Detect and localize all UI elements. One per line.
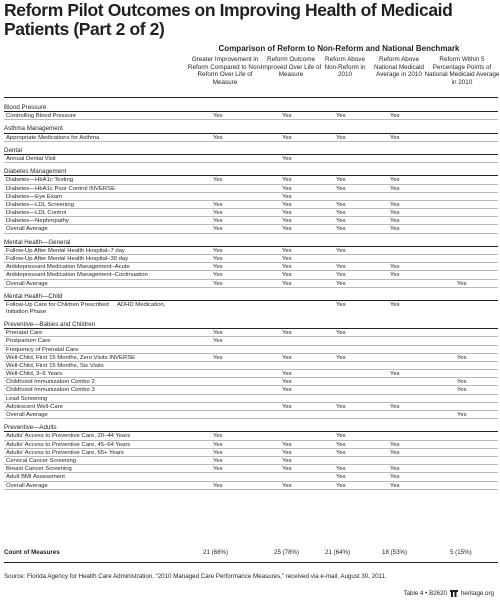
category-label: Mental Health—Child <box>4 292 63 300</box>
result-cell: Yes <box>336 272 346 279</box>
measure-label: Frequency of Prenatal Care <box>6 346 79 353</box>
result-cell: Yes <box>213 433 223 440</box>
result-cell: Yes <box>390 201 400 208</box>
result-cell: Yes <box>282 210 292 217</box>
measure-label: Prenatal Care <box>6 330 43 337</box>
result-cell: Yes <box>390 371 400 378</box>
result-cell: Yes <box>457 354 467 361</box>
result-cell: Yes <box>336 441 346 448</box>
category-label: Asthma Management <box>4 125 63 133</box>
measure-label: Breast Cancer Screening <box>6 466 72 473</box>
result-cell: Yes <box>390 482 400 489</box>
result-cell: Yes <box>457 387 467 394</box>
result-cell: Yes <box>213 226 223 233</box>
result-cell: Yes <box>336 210 346 217</box>
result-cell: Yes <box>336 466 346 473</box>
measure-label: Overall Average <box>6 412 48 418</box>
result-cell: Yes <box>336 433 346 440</box>
measure-label: Follow-Up Care for Children Prescribed ADHD Medication, Initiation Phase <box>6 301 166 315</box>
result-cell: Yes <box>282 354 292 361</box>
result-cell: Yes <box>213 201 223 208</box>
result-cell: Yes <box>336 482 346 489</box>
result-cell: Yes <box>213 247 223 254</box>
result-cell: Yes <box>390 210 400 217</box>
result-cell: Yes <box>390 218 400 225</box>
result-cell: Yes <box>336 280 346 287</box>
measure-label: Childhood Immunization Combo 2 <box>6 379 95 386</box>
count-cell: 18 (53%) <box>382 549 408 556</box>
count-cell: 21 (68%) <box>203 549 229 556</box>
table-row <box>0 362 500 370</box>
category-label: Blood Pressure <box>4 104 47 111</box>
result-cell: Yes <box>390 466 400 473</box>
result-cell: Yes <box>213 256 223 262</box>
measure-label: Adolescent Well-Care <box>6 403 63 410</box>
result-cell: Yes <box>282 330 292 337</box>
table-row <box>0 411 500 419</box>
column-header-outcome-improved: Reform Outcome Improved Over Life of Measure <box>260 56 322 79</box>
result-cell: Yes <box>282 371 292 378</box>
outcomes-table-body <box>0 104 500 490</box>
result-cell: Yes <box>336 330 346 337</box>
result-cell: Yes <box>390 226 400 233</box>
column-header-above-non-reform: Reform Above Non-Reform in 2010 <box>324 56 366 79</box>
table-row <box>0 301 500 316</box>
table-row <box>0 271 500 279</box>
result-cell: Yes <box>336 264 346 271</box>
table-row <box>0 209 500 217</box>
result-cell: Yes <box>336 354 346 361</box>
column-header-within-5-points: Reform Within 5 Percentage Points of National Medicaid Average in 2010 <box>424 56 500 86</box>
count-of-measures-row <box>0 549 500 559</box>
result-cell: Yes <box>282 403 292 410</box>
table-row <box>0 247 500 255</box>
result-cell: Yes <box>282 113 292 120</box>
result-cell: Yes <box>213 354 223 361</box>
measure-label: Well-Child, First 15 Months, Six Visits <box>6 362 104 369</box>
table-row <box>0 354 500 362</box>
table-row <box>0 225 500 233</box>
result-cell: Yes <box>213 457 223 464</box>
result-cell: Yes <box>213 280 223 287</box>
table-row <box>0 201 500 209</box>
measure-label: Childhood Immunization Combo 3 <box>6 387 95 394</box>
result-cell: Yes <box>282 457 292 464</box>
count-cell: 21 (64%) <box>325 549 351 556</box>
category-label: Preventive—Adults <box>4 424 57 432</box>
table-row <box>0 449 500 457</box>
result-cell: Yes <box>336 134 346 141</box>
measure-label: Cervical Cancer Screening <box>6 457 77 464</box>
result-cell: Yes <box>282 218 292 225</box>
result-cell: Yes <box>213 338 223 345</box>
category-header-row <box>0 147 500 155</box>
result-cell: Yes <box>457 412 467 418</box>
result-cell: Yes <box>213 466 223 473</box>
result-cell: Yes <box>457 379 467 386</box>
measure-label: Diabetes—Nephropathy <box>6 218 69 225</box>
result-cell: Yes <box>282 134 292 141</box>
category-label: Diabetes Management <box>4 168 67 176</box>
table-row <box>0 370 500 378</box>
table-row <box>0 112 500 120</box>
result-cell: Yes <box>282 387 292 394</box>
table-row <box>0 280 500 288</box>
result-cell: Yes <box>457 280 467 287</box>
measure-label: Overall Average <box>6 280 48 287</box>
result-cell: Yes <box>336 474 346 481</box>
result-cell: Yes <box>336 185 346 192</box>
header-divider <box>4 97 498 98</box>
result-cell: Yes <box>390 113 400 120</box>
table-row <box>0 432 500 440</box>
result-cell: Yes <box>390 301 400 308</box>
column-header-above-national: Reform Above National Medicaid Average in 2010 <box>373 56 425 79</box>
category-header-row <box>0 424 500 432</box>
measure-label: Postpartum Care <box>6 338 51 345</box>
result-cell: Yes <box>390 403 400 410</box>
result-cell: Yes <box>213 210 223 217</box>
result-cell: Yes <box>336 449 346 456</box>
result-cell: Yes <box>282 256 292 262</box>
category-label: Dental <box>4 146 22 154</box>
measure-label: Annual Dental Visit <box>6 155 56 162</box>
result-cell: Yes <box>336 226 346 233</box>
result-cell: Yes <box>213 264 223 271</box>
result-cell: Yes <box>390 441 400 448</box>
table-row <box>0 386 500 394</box>
count-cell: 25 (78%) <box>274 549 300 556</box>
table-reference: Table 4 • B2620 <box>403 590 447 597</box>
category-header-row <box>0 125 500 133</box>
result-cell: Yes <box>336 201 346 208</box>
table-row <box>0 378 500 386</box>
measure-label: Diabetes—HbA1c Poor Control INVERSE <box>6 185 116 192</box>
table-row <box>0 155 500 163</box>
result-cell: Yes <box>282 449 292 456</box>
result-cell: Yes <box>213 482 223 489</box>
category-label: Mental Health—General <box>4 238 71 246</box>
result-cell: Yes <box>282 272 292 279</box>
table-row <box>0 473 500 481</box>
table-row <box>0 395 500 403</box>
result-cell: Yes <box>336 301 346 308</box>
source-note: Source: Florida Agency for Health Care Administration, “2010 Managed Care Performance Measures,” received via e-mail, August 30, 2011. <box>4 573 387 580</box>
result-cell: Yes <box>213 272 223 279</box>
table-row <box>0 329 500 337</box>
measure-label: Overall Average <box>6 226 48 233</box>
table-row <box>0 193 500 201</box>
result-cell: Yes <box>213 441 223 448</box>
table-row <box>0 134 500 142</box>
measure-label: Well-Child, First 15 Months, Zero Visits INVERSE <box>6 354 136 361</box>
category-header-row <box>0 104 500 112</box>
measure-label: Follow-Up After Mental Health Hospital–30 day <box>6 256 129 262</box>
result-cell: Yes <box>336 113 346 120</box>
measure-label: Controlling Blood Pressure <box>6 113 77 120</box>
result-cell: Yes <box>282 441 292 448</box>
result-cell: Yes <box>390 264 400 271</box>
site-link[interactable]: heritage.org <box>460 590 494 597</box>
result-cell: Yes <box>282 280 292 287</box>
measure-label: Diabetes—LDL Screening <box>6 201 74 208</box>
table-row <box>0 482 500 490</box>
result-cell: Yes <box>282 226 292 233</box>
measure-label: Overall Average <box>6 482 48 489</box>
category-header-row <box>0 293 500 301</box>
measure-label: Adult BMI Assessment <box>6 474 65 481</box>
result-cell: Yes <box>213 218 223 225</box>
result-cell: Yes <box>390 449 400 456</box>
bottom-divider <box>4 562 498 563</box>
measure-label: Well-Child, 3–6 Years <box>6 371 63 378</box>
table-row <box>0 337 500 345</box>
result-cell: Yes <box>213 134 223 141</box>
result-cell: Yes <box>213 113 223 120</box>
result-cell: Yes <box>336 177 346 184</box>
table-subtitle: Comparison of Reform to Non-Reform and National Benchmark <box>218 44 460 53</box>
result-cell: Yes <box>390 134 400 141</box>
measure-label: Lead Screening <box>6 395 48 402</box>
category-header-row <box>0 239 500 247</box>
measure-label: Adults' Access to Preventive Care, 45–64 Years <box>6 441 131 448</box>
table-row <box>0 465 500 473</box>
table-row <box>0 263 500 271</box>
measure-label: Follow-Up After Mental Health Hospital–7 day <box>6 247 125 254</box>
page-title: Reform Pilot Outcomes on Improving Health of Medicaid Patients (Part 2 of 2) <box>4 0 453 39</box>
result-cell: Yes <box>282 247 292 254</box>
category-label: Preventive—Babies and Children <box>4 320 96 328</box>
table-row <box>0 441 500 449</box>
count-label: Count of Measures <box>4 549 60 556</box>
category-header-row <box>0 321 500 329</box>
result-cell: Yes <box>390 272 400 279</box>
measure-label: Adults' Access to Preventive Care, 65+ Years <box>6 449 124 456</box>
measure-label: Diabetes—Eye Exam <box>6 193 62 200</box>
measure-label: Diabetes—LDL Control <box>6 210 67 217</box>
table-row <box>0 176 500 184</box>
result-cell: Yes <box>336 218 346 225</box>
table-row <box>0 403 500 411</box>
result-cell: Yes <box>282 177 292 184</box>
measure-label: Antidepressant Medication Management–Continuation <box>6 272 148 279</box>
result-cell: Yes <box>390 474 400 481</box>
result-cell: Yes <box>213 177 223 184</box>
measure-label: Antidepressant Medication Management–Acute <box>6 264 130 271</box>
table-row <box>0 185 500 193</box>
result-cell: Yes <box>282 482 292 489</box>
table-row <box>0 346 500 354</box>
result-cell: Yes <box>282 379 292 386</box>
footer <box>404 590 494 597</box>
result-cell: Yes <box>336 247 346 254</box>
measure-label: Adults' Access to Preventive Care, 20–44 Years <box>6 433 131 440</box>
column-header-greater-improvement: Greater Improvement in Reform Compared to Non-Reform Over Life of Measure <box>187 56 263 86</box>
result-cell: Yes <box>390 177 400 184</box>
result-cell: Yes <box>282 155 292 162</box>
table-row <box>0 255 500 263</box>
heritage-logo-icon <box>450 590 458 597</box>
measure-label: Appropriate Medications for Asthma <box>6 134 100 141</box>
table-row <box>0 217 500 225</box>
category-header-row <box>0 168 500 176</box>
result-cell: Yes <box>213 449 223 456</box>
result-cell: Yes <box>282 193 292 200</box>
result-cell: Yes <box>282 201 292 208</box>
result-cell: Yes <box>336 403 346 410</box>
measure-label: Diabetes—HbA1c Testing <box>6 177 74 184</box>
result-cell: Yes <box>282 466 292 473</box>
result-cell: Yes <box>390 185 400 192</box>
count-cell: 5 (15%) <box>450 549 472 556</box>
result-cell: Yes <box>282 185 292 192</box>
table-row <box>0 457 500 465</box>
result-cell: Yes <box>213 330 223 337</box>
result-cell: Yes <box>282 264 292 271</box>
